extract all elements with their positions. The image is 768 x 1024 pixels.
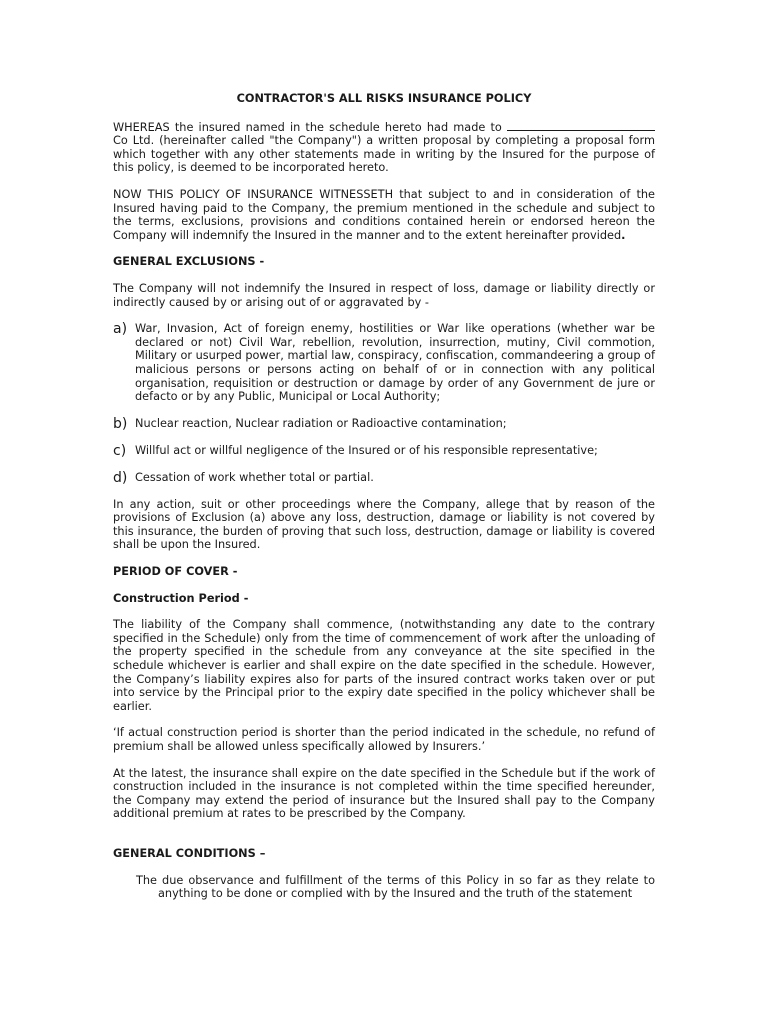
exclusions-intro: The Company will not indemnify the Insured in respect of loss, damage or liability directly or indirectly caused by or arising out of or aggravated by - [113,281,655,309]
general-conditions-heading: GENERAL CONDITIONS – [113,846,266,860]
exclusion-item-a [113,322,655,404]
witnesseth-text: NOW THIS POLICY OF INSURANCE WITNESSETH that subject to and in consideration of the Insured having paid to the Company, the premium mentioned in the schedule and subject to the terms, exclusions, provisions and conditions contained herein or endorsed hereon the Company will indemnify the Insured in the manner and to the extent hereinafter provided [113,187,655,242]
whereas-rest: Co Ltd. (hereinafter called "the Company") a written proposal by completing a proposal form which together with any other statements made in writing by the Insured for the purpose of this policy, is deemed to be incorporated hereto. [113,134,655,175]
section-spacer [113,834,655,847]
exclusion-item-d [113,471,655,485]
exclusion-item-c [113,444,655,458]
exclusion-letter: a) [113,321,128,338]
burden-of-proof-paragraph: In any action, suit or other proceedings where the Company, allege that by reason of the provisions of Exclusion (a) above any loss, destruction, damage or liability is not covered by this insurance, the burden of proving that such loss, destruction, damage or liability is covered shall be upon the Insured. [113,497,655,552]
fill-in-blank [507,120,655,131]
construction-period-heading: Construction Period - [113,591,249,605]
whereas-lead: WHEREAS the insured named in the schedule hereto had made to [113,120,507,134]
period-of-cover-heading: PERIOD OF COVER - [113,565,238,579]
at-the-latest-paragraph: At the latest, the insurance shall expire on the date specified in the Schedule but if the work of construction included in the insurance is not completed within the time specified hereunder, the Company may extend the period of insurance but the Insured shall pay to the Company additional premium at rates to be prescribed by the Company. [113,766,655,821]
exclusion-text: Cessation of work whether total or partial. [135,470,374,484]
exclusion-text: Nuclear reaction, Nuclear radiation or Radioactive contamination; [135,416,507,430]
exclusion-letter: d) [113,469,128,486]
witnesseth-paragraph [113,188,655,242]
general-conditions-paragraph: The due observance and fulfillment of the terms of this Policy in so far as they relate to anything to be done or complied with by the Insured and the truth of the statement [136,873,655,901]
document-title: CONTRACTOR'S ALL RISKS INSURANCE POLICY [236,92,532,105]
general-exclusions-heading: GENERAL EXCLUSIONS - [113,255,265,269]
liability-commence-paragraph: The liability of the Company shall commence, (notwithstanding any date to the contrary specified in the Schedule) only from the time of commencement of work after the unloading of the property specified in the schedule from any conveyance at the site specified in the schedule whichever is earlier and shall expire on the date specified in the schedule. However, the Company’s liability expires also for parts of the insured contract works taken over or put into service by the Principal prior to the expiry date specified in the policy whichever shall be earlier. [113,618,655,713]
no-refund-paragraph: ‘If actual construction period is shorter than the period indicated in the schedule, no refund of premium shall be allowed unless specifically allowed by Insurers.’ [113,726,655,753]
exclusion-letter: c) [113,442,127,459]
exclusion-item-b [113,417,655,431]
whereas-paragraph [113,120,655,175]
exclusion-text: War, Invasion, Act of foreign enemy, hostilities or War like operations (whether war be declared or not) Civil War, rebellion, revolution, insurrection, mutiny, Civil commotion, Military or usurped power, martial law, conspiracy, confiscation, commandeering a group of malicious persons or persons acting on behalf of or in connection with any political organisation, requisition or destruction or damage by order of any Government de jure or defacto or by any Public, Municipal or Local Authority; [135,322,655,404]
witnesseth-end: . [621,228,626,242]
exclusion-letter: b) [113,415,128,432]
exclusion-text: Willful act or willful negligence of the Insured or of his responsible representative; [135,443,598,457]
